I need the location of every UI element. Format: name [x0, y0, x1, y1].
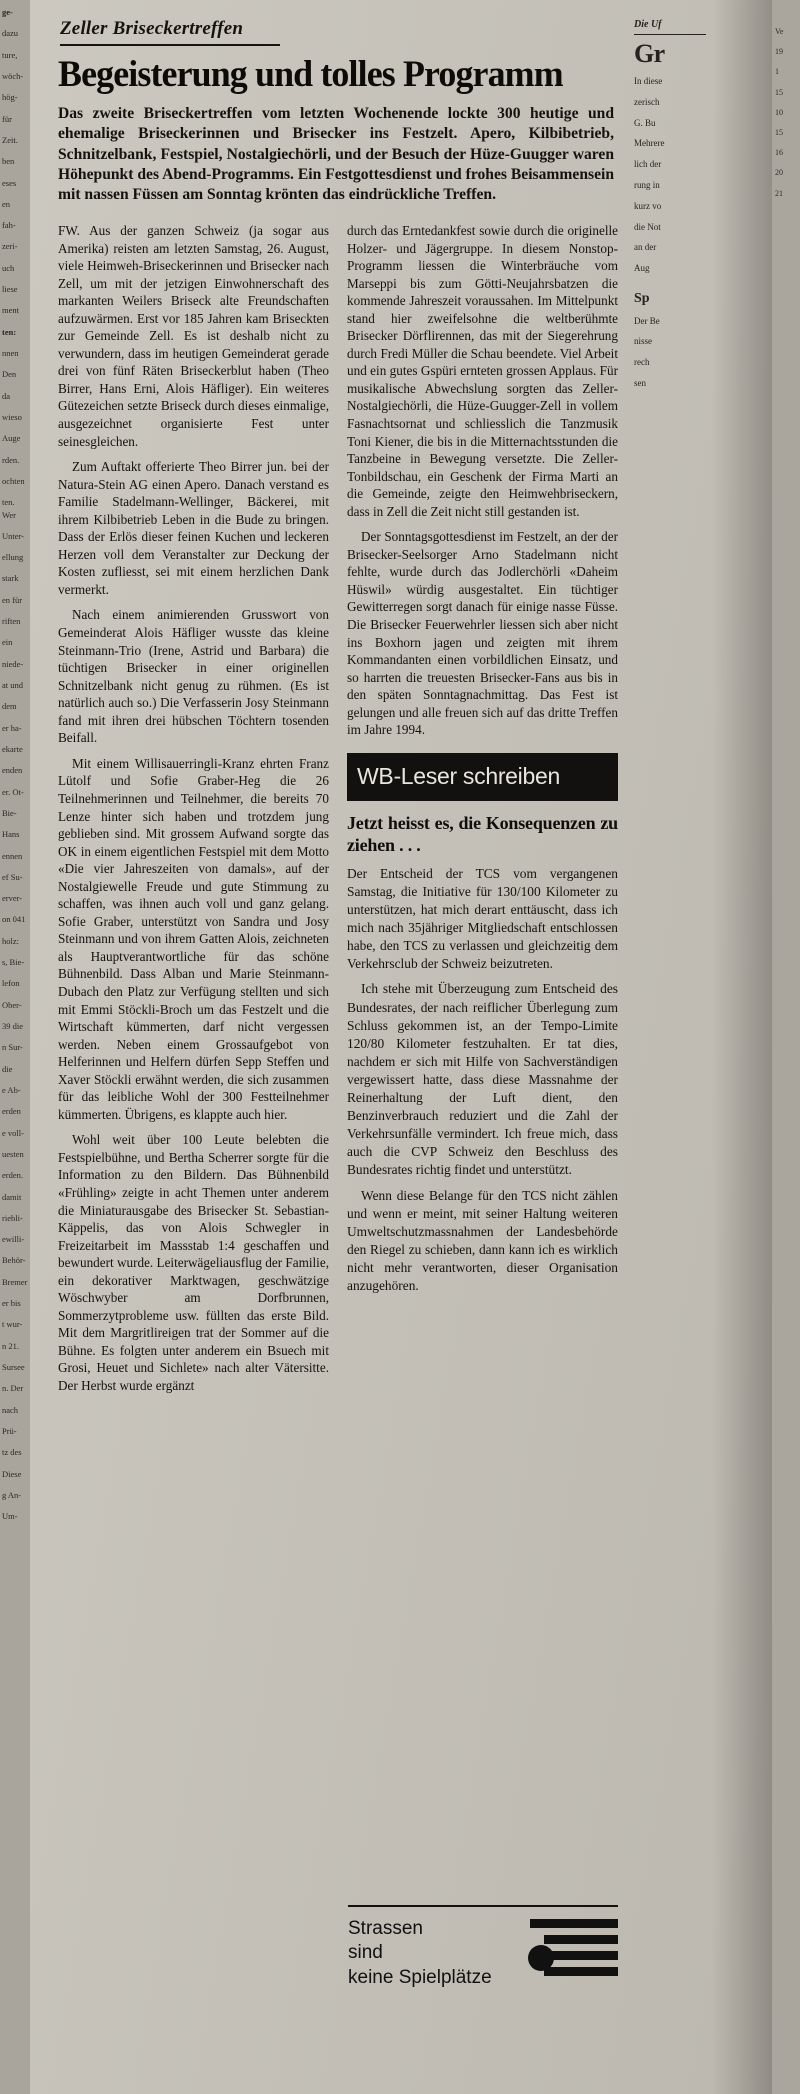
left-fragment-text: wieso — [2, 411, 22, 422]
left-fragment-text: en für — [2, 594, 23, 605]
adjacent-line: lich der — [634, 159, 662, 170]
wb-leser-banner: WB-Leser schreiben — [347, 753, 618, 802]
right-fragment-text: 15 — [775, 127, 783, 137]
right-fragment-text: 20 — [775, 168, 783, 178]
right-fragment-text: 19 — [775, 47, 783, 57]
left-fragment-text: Zeit. — [2, 134, 18, 145]
left-fragment-text: nnen — [2, 348, 19, 358]
paragraph: Wohl weit über 100 Leute belebten die Festspielbühne, und Bertha Scherrer sorgte für die Information zu den Bildern. Das Bühnenbild «Frühling» zeigte in acht Themen unter anderem die Miniaturausgabe des Brisecker St. Sebastian-Käppelis, das von Alois Schwegler in Freizeitarbeit im Massstab 1:4 geschaffen und bewundert wurde. Leiterwägeliausflug der Familie, ein dekorativer Marktwagen, geschwätzige Wöschwyber am Dorfbrunnen, Sommerzytprobleme usw. füllten das erste Bild. Mit dem Margritlireigen trat der Sommer auf die Bühne. Es folgten unter anderem ein Bsuech mit Grosi, Heuet und Sichlete» nach alter Vätersitte. Der Herbst wurde ergänzt — [58, 1132, 329, 1393]
ad-line-3: keine Spielplätze — [348, 1966, 492, 1988]
left-fragment-text: ein — [2, 637, 13, 648]
adjacent-line: an der — [634, 242, 657, 253]
left-fragment-text: e voll- — [2, 1127, 24, 1138]
adjacent-line: G. Bu — [634, 117, 656, 128]
left-fragment-text: Auge — [2, 433, 21, 444]
left-fragment-text: Behör- — [2, 1255, 26, 1266]
left-fragment-text: Um- — [2, 1511, 18, 1522]
left-fragment-text: en — [2, 198, 11, 209]
left-fragment-text: riften — [2, 616, 21, 627]
left-fragment-text: er ha- — [2, 722, 22, 733]
left-fragment-text: ewilli- — [2, 1234, 25, 1245]
article-lead: Das zweite Briseckertreffen vom letzten Wochenende lockte 300 heutige und ehemalige Briseckerinnen und Brisecker ins Festzelt. Apero, Kilbibetrieb, Schnitzelbank, Festspiel, Nostalgiechörli, und der Besuch der Hüze-Guugger waren Höhepunkt des Abend-Programms. Ein Festgottesdienst und frohes Beisammensein mit nassen Füssen am Sonntag krönten das eindrückliche Treffen. — [58, 105, 614, 204]
road-safety-ad — [348, 1905, 618, 2035]
article-kicker: Zeller Briseckertreffen — [60, 18, 244, 39]
left-fragment-text: damit — [2, 1191, 22, 1202]
left-fragment-text: da — [2, 390, 11, 401]
left-fragment-text: ennen — [2, 850, 23, 861]
left-fragment-text: Ober- — [2, 999, 22, 1010]
adjacent-line: zerisch — [634, 96, 660, 107]
letter-headline: Jetzt heisst es, die Konsequenzen zu ziehen . . . — [347, 813, 618, 855]
left-fragment-text: Bie- — [2, 807, 17, 818]
ad-text — [348, 1917, 492, 1990]
left-fragment-text: ef Su- — [2, 871, 23, 882]
left-fragment-text: fah- — [2, 220, 16, 231]
left-fragment-text: Unter- — [2, 530, 25, 541]
right-margin-fragment — [772, 0, 800, 2094]
left-fragment-text: uesten — [2, 1148, 24, 1159]
article-kicker-block — [60, 18, 612, 46]
left-fragment-text: ben — [2, 156, 15, 167]
left-margin-fragment — [0, 0, 30, 2094]
paragraph: Wenn diese Belange für den TCS nicht zählen und wenn er meint, mit seiner Haltung weiteren Umweltschutzmassnahmen der Landesbehörde den Riegel zu schieben, dann kann ich es wirklich nicht mehr verantworten, dieser Organisation anzugehören. — [347, 1187, 618, 1293]
right-fragment-text: 21 — [775, 188, 783, 198]
right-fragment-text: 1 — [775, 67, 779, 77]
left-fragment-text: s, Bie- — [2, 957, 25, 968]
left-fragment-text: hög- — [2, 92, 18, 103]
left-fragment-text: Hans — [2, 829, 20, 840]
left-fragment-text: zeri- — [2, 241, 18, 252]
left-fragment-text: n Sur- — [2, 1042, 23, 1053]
left-fragment-text: e Ab- — [2, 1084, 21, 1095]
left-fragment-text: at und — [2, 680, 24, 690]
paragraph: Mit einem Willisauerringli-Kranz ehrten Franz Lütolf und Sofie Graber-Heg die 26 Teilnehmerinnen und Teilnehmer, die bereits 70 Lenze hinter sich haben und trotzdem jung geblieben sind. Mit grossem Aufwand sorgte das OK in einem eigentlichen Festspiel mit dem Motto «Die vier Jahreszeiten von damals», auf der Nostalgiewelle Freude und gute Stimmung zu schaffen, was ihnen auch voll und ganz gelang. Sofie Graber, unterstützt von Sandra und Josy Steinmann und von ihrem Gatten Alois, zeichneten als Hauptverantwortliche für das schöne Bühnenbild. Dass Alban und Marie Steinmann-Dubach den Platz zur Verfügung stellten und sich mit Emmi Stöckli-Broch um das Festzelt und die Wirtschaft kümmerten, darf nicht vergessen werden. Neben einem Grossaufgebot von Helferinnen und Helfern dürfen Sepp Steffen und Xaver Stöckli erwähnt werden, die sich zusammen für das leibliche Wohl der 300 Festteilnehmer kümmerten. Übrigens, es klappte auch hier. — [58, 755, 329, 1122]
left-fragment-text: nach — [2, 1404, 19, 1415]
left-fragment-text: tz des — [2, 1447, 22, 1458]
adjacent-line: nisse — [634, 336, 652, 347]
adjacent-line: Mehrere — [634, 138, 665, 149]
left-fragment-text: on 041 — [2, 914, 26, 925]
left-fragment-text: rden. — [2, 454, 20, 465]
left-fragment-text: ment — [2, 305, 19, 316]
left-fragment-text: t wur- — [2, 1319, 23, 1330]
left-fragment-text: Prü- — [2, 1425, 17, 1436]
left-fragment-text: niede- — [2, 658, 24, 669]
left-fragment-text: eses — [2, 177, 17, 188]
left-fragment-text: lefon — [2, 978, 20, 989]
ad-logo-icon — [526, 1919, 618, 1993]
right-fragment-text: Ve — [775, 27, 784, 36]
paragraph: Der Sonntagsgottesdienst im Festzelt, an der der Brisecker-Seelsorger Arno Stadelmann nicht fehlte, wurde durch das Jodlerchörli «Daheim Hüswil» würdig ausgestaltet. Ein tüchtiger Gewitterregen sorgt danach für einige nasse Füsse. Die Brisecker Feuerwehrler liessen sich aber nicht ins Boxhorn jagen und zeigten mit ihrem Kommandanten einen vorbildlichen Einsatz, und so harrten die treuesten Brisecker-Fans aus bis in den späten Sonntagnachmittag. Das Fest ist gelungen und alle freuen sich auf das dritte Treffen im Jahre 1994. — [347, 529, 618, 738]
right-fragment-text: 15 — [775, 87, 783, 97]
left-fragment-text: stark — [2, 573, 19, 584]
article-headline: Begeisterung und tolles Programm — [58, 54, 563, 95]
ad-line-2: sind — [348, 1942, 383, 1964]
left-fragment-text: ture, — [2, 49, 18, 60]
left-fragment-text: g An- — [2, 1489, 22, 1500]
kicker-rule — [60, 44, 280, 46]
paragraph: Der Entscheid der TCS vom vergangenen Samstag, die Initiative für 130/100 Kilometer zu unterstützen, hat mich derart enttäuscht, dass ich mich nach 35jähriger Mitgliedschaft entschlossen habe, den TCS zu verlassen und gleichzeitig dem Verkehrsclub der Schweiz beizutreten. — [347, 865, 618, 972]
ad-line-1: Strassen — [348, 1918, 423, 1939]
left-fragment-text: riebli- — [2, 1212, 23, 1223]
left-fragment-text: erden. — [2, 1170, 24, 1181]
adjacent-line: kurz vo — [634, 200, 662, 211]
left-fragment-text: erden — [2, 1106, 21, 1117]
right-fragment-text: 16 — [775, 148, 783, 158]
adjacent-line: Aug — [634, 263, 650, 274]
left-fragment-text: ochten — [2, 475, 25, 486]
paragraph: Ich stehe mit Überzeugung zum Entscheid des Bundesrates, der nach reiflicher Überlegung zum Schluss gekommen ist, an der Tempo-Limite 120/80 Kilometer festzuhalten. Er tat dies, nachdem er sich mit Hilfe von Sachverständigen vergewissert hatte, dass diese Massnahme der Reinerhaltung der Luft dient, den Benzinverbrauch reduziert und die Zahl der Verkehrsunfälle vermindert. Ich freue mich, dass auch die CVP Schweiz den Beschluss des Bundesrates richtig findet und unterstützt. — [347, 981, 618, 1178]
left-fragment-text: ten: — [2, 326, 17, 337]
left-fragment-text: wöch- — [2, 70, 24, 81]
left-fragment-text: für — [2, 113, 12, 124]
article-column-2 — [347, 222, 618, 1395]
adjacent-line: rung in — [634, 180, 660, 191]
left-fragment-text: n. Der — [2, 1383, 24, 1394]
left-fragment-text: holz: — [2, 935, 19, 946]
left-fragment-text: uch — [2, 262, 15, 273]
left-fragment-text: ekarte — [2, 743, 23, 754]
paragraph: durch das Erntedankfest sowie durch die originelle Holzer- und Jägergruppe. In diesem Nonstop-Programm liessen die Winterbräuche vom Marseppi bis zum Götti-Neujahrsbatzen die kommende Jahreszeit voraussahen. Im Mittelpunkt stand hier zweifelsohne die weltberühmte Brisecker Dörflirennen, das mit der Siegerehrung durch Fredi Müller die Schau beendete. Viel Arbeit und ein gutes Gspüri ernteten grossen Applaus. Für musikalische Abwechslung sorgten das Zeller-Nostalgiechörli, die Hüze-Guugger-Zell in vollem Fasnachtsornat und schliesslich die Tanzmusik Toni Kiener, die bis in die Mitternachtsstunden die Tanzbeine in Bewegung versetzte. Die Zeller-Tonbildschau, ein Geschenk der Firma Marti an die Gemeinde, zeigte den Heimwehbriseckern, dass in Zell die Zeit nicht still gestanden ist. — [347, 223, 618, 519]
article-sheet — [30, 0, 772, 2094]
left-fragment-text: n 21. — [2, 1340, 19, 1351]
adjacent-line: die Not — [634, 221, 661, 232]
right-fragment-text: 10 — [775, 107, 783, 117]
left-fragment-text: dazu — [2, 28, 19, 39]
left-fragment-text: enden — [2, 765, 23, 776]
adjacent-subheadline: Sp — [634, 290, 650, 306]
left-fragment-text: er bis — [2, 1298, 21, 1309]
left-fragment-text: liese — [2, 284, 18, 295]
left-fragment-text: Diese — [2, 1468, 22, 1479]
paragraph: Nach einem animierenden Grusswort von Gemeinderat Alois Häfliger wusste das kleine Steinmann-Trio (Irene, Astrid und Barbara) die tüchtigen Brisecker in einer originellen Schnitzelbank nicht genug zu rühmen. (Es ist natürlich auch so.) Die Verfasserin Josy Steinmann fand mit ihren drei hübschen Töchtern tosenden Beifall. — [58, 607, 329, 746]
letter-body — [347, 865, 618, 1295]
adjacent-headline: Gr — [634, 39, 665, 69]
adjacent-kicker: Die Uf — [634, 18, 706, 35]
paragraph: Zum Auftakt offerierte Theo Birrer jun. bei der Natura-Stein AG einen Apero. Danach verstand es Familie Stadelmann-Wellinger, Bäckerei, mit ihrem Kilbibetrieb Leben in die Bude zu bringen. Dass der Erlös dieser feinen Kuchen und leckeren Herzen voll dem Veranstalter zur Deckung der Kosten zufliesst, sei mit einem herzlichen Dank vermerkt. — [58, 459, 329, 597]
adjacent-line: rech — [634, 357, 650, 368]
left-fragment-text: Den — [2, 369, 17, 380]
adjacent-article-fragment — [626, 0, 772, 2094]
left-fragment-text: Bremer — [2, 1276, 28, 1287]
left-fragment-text: ge- — [2, 7, 13, 17]
paragraph: FW. Aus der ganzen Schweiz (ja sogar aus Amerika) reisten am letzten Samstag, 26. August, viele Heimweh-Briseckerinnen und Brisecker nach Zell, um mit der jetzigen Einwohnerschaft des markanten Weilers Briseck alte Freundschaften aufzuwärmen. Erst vor 185 Jahren kam Briseckten zur Gemeinde Zell. Es ist deshalb nicht zu verwundern, dass im heutigen Gemeinderat gerade drei von fünf Räten Briseckerblut haben (Theo Birrer, Hans Erni, Alois Häfliger). Ein weiteres Gütezeichen setzte Briseck durch dieses einmalige, ausgezeichnet organisierte Fest unter seinesgleichen. — [58, 223, 329, 449]
left-fragment-text: ten. Wer — [2, 497, 16, 520]
article-columns — [58, 222, 618, 1395]
left-fragment-text: 39 die — [2, 1021, 24, 1031]
left-fragment-text: Sursee — [2, 1362, 25, 1372]
adjacent-line: In diese — [634, 76, 663, 87]
left-fragment-text: er. Ot- — [2, 786, 24, 797]
adjacent-line: sen — [634, 378, 646, 389]
left-fragment-text: erver- — [2, 893, 23, 904]
left-fragment-text: die — [2, 1063, 13, 1074]
article-column-1 — [58, 222, 329, 1395]
left-fragment-text: ellung — [2, 552, 24, 563]
adjacent-line: Der Be — [634, 315, 660, 326]
left-fragment-text: dem — [2, 701, 17, 712]
